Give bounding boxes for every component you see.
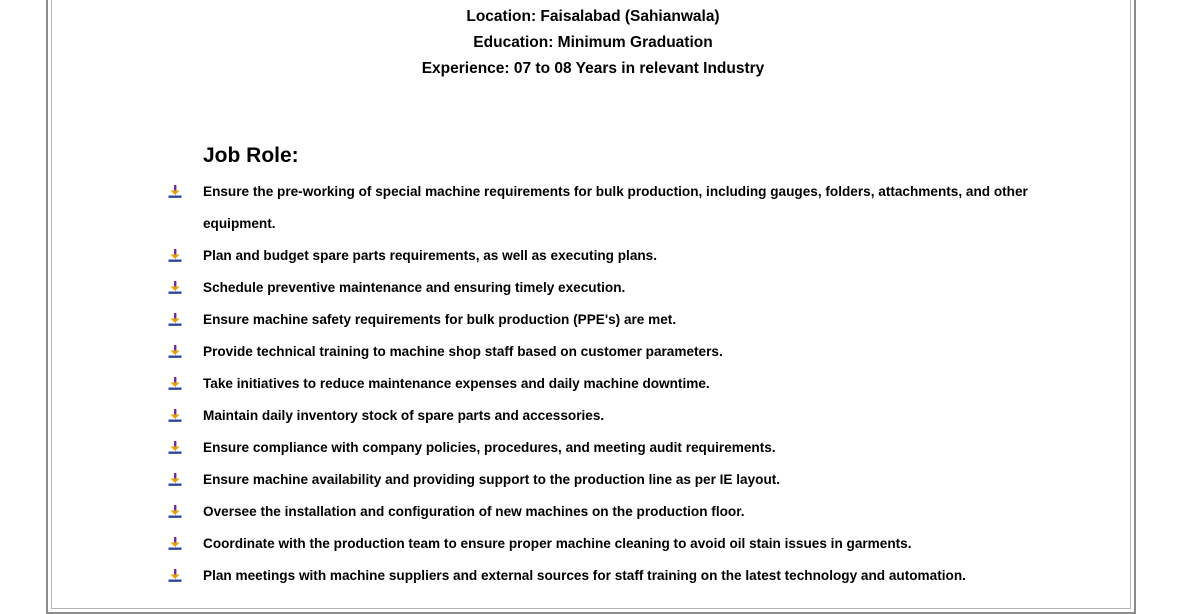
arrow-bullet-icon bbox=[168, 185, 182, 199]
list-item bbox=[0, 272, 1186, 304]
arrow-bullet-icon bbox=[168, 409, 182, 423]
arrow-bullet-icon bbox=[168, 569, 182, 583]
list-item bbox=[0, 176, 1186, 240]
list-item-text: Maintain daily inventory stock of spare parts and accessories. bbox=[203, 408, 605, 423]
list-item-text: Ensure machine availability and providing support to the production line as per IE layout. bbox=[203, 472, 781, 487]
list-item-text: Oversee the installation and configuration of new machines on the production floor. bbox=[203, 504, 745, 519]
list-item bbox=[0, 560, 1186, 592]
education-line: Education: Minimum Graduation bbox=[473, 34, 713, 51]
arrow-bullet-icon bbox=[168, 537, 182, 551]
experience-line: Experience: 07 to 08 Years in relevant Industry bbox=[421, 60, 765, 77]
arrow-bullet-icon bbox=[168, 505, 182, 519]
list-item bbox=[0, 304, 1186, 336]
list-item bbox=[0, 432, 1186, 464]
list-item bbox=[0, 496, 1186, 528]
list-item-text: Schedule preventive maintenance and ensuring timely execution. bbox=[203, 280, 626, 295]
job-header bbox=[0, 4, 1186, 82]
job-role-heading: Job Role: bbox=[203, 144, 299, 167]
location-line: Location: Faisalabad (Sahianwala) bbox=[466, 8, 720, 25]
list-item-text: Take initiatives to reduce maintenance expenses and daily machine downtime. bbox=[203, 376, 710, 391]
list-item-text: Ensure the pre-working of special machine requirements for bulk production, including gauges, folders, attachments, and other equipment. bbox=[203, 184, 1028, 231]
list-item bbox=[0, 528, 1186, 560]
arrow-bullet-icon bbox=[168, 281, 182, 295]
list-item-text: Plan meetings with machine suppliers and external sources for staff training on the latest technology and automation. bbox=[203, 568, 966, 583]
arrow-bullet-icon bbox=[168, 249, 182, 263]
list-item-text: Provide technical training to machine shop staff based on customer parameters. bbox=[203, 344, 723, 359]
list-item bbox=[0, 240, 1186, 272]
list-item-text: Ensure compliance with company policies, procedures, and meeting audit requirements. bbox=[203, 440, 776, 455]
list-item bbox=[0, 400, 1186, 432]
list-item bbox=[0, 368, 1186, 400]
list-item-text: Ensure machine safety requirements for bulk production (PPE's) are met. bbox=[203, 312, 677, 327]
list-item bbox=[0, 336, 1186, 368]
arrow-bullet-icon bbox=[168, 345, 182, 359]
job-role-list bbox=[0, 176, 1186, 592]
arrow-bullet-icon bbox=[168, 441, 182, 455]
list-item-text: Plan and budget spare parts requirements, as well as executing plans. bbox=[203, 248, 658, 263]
arrow-bullet-icon bbox=[168, 313, 182, 327]
arrow-bullet-icon bbox=[168, 473, 182, 487]
list-item-text: Coordinate with the production team to ensure proper machine cleaning to avoid oil stain issues in garments. bbox=[203, 536, 912, 551]
list-item bbox=[0, 464, 1186, 496]
arrow-bullet-icon bbox=[168, 377, 182, 391]
